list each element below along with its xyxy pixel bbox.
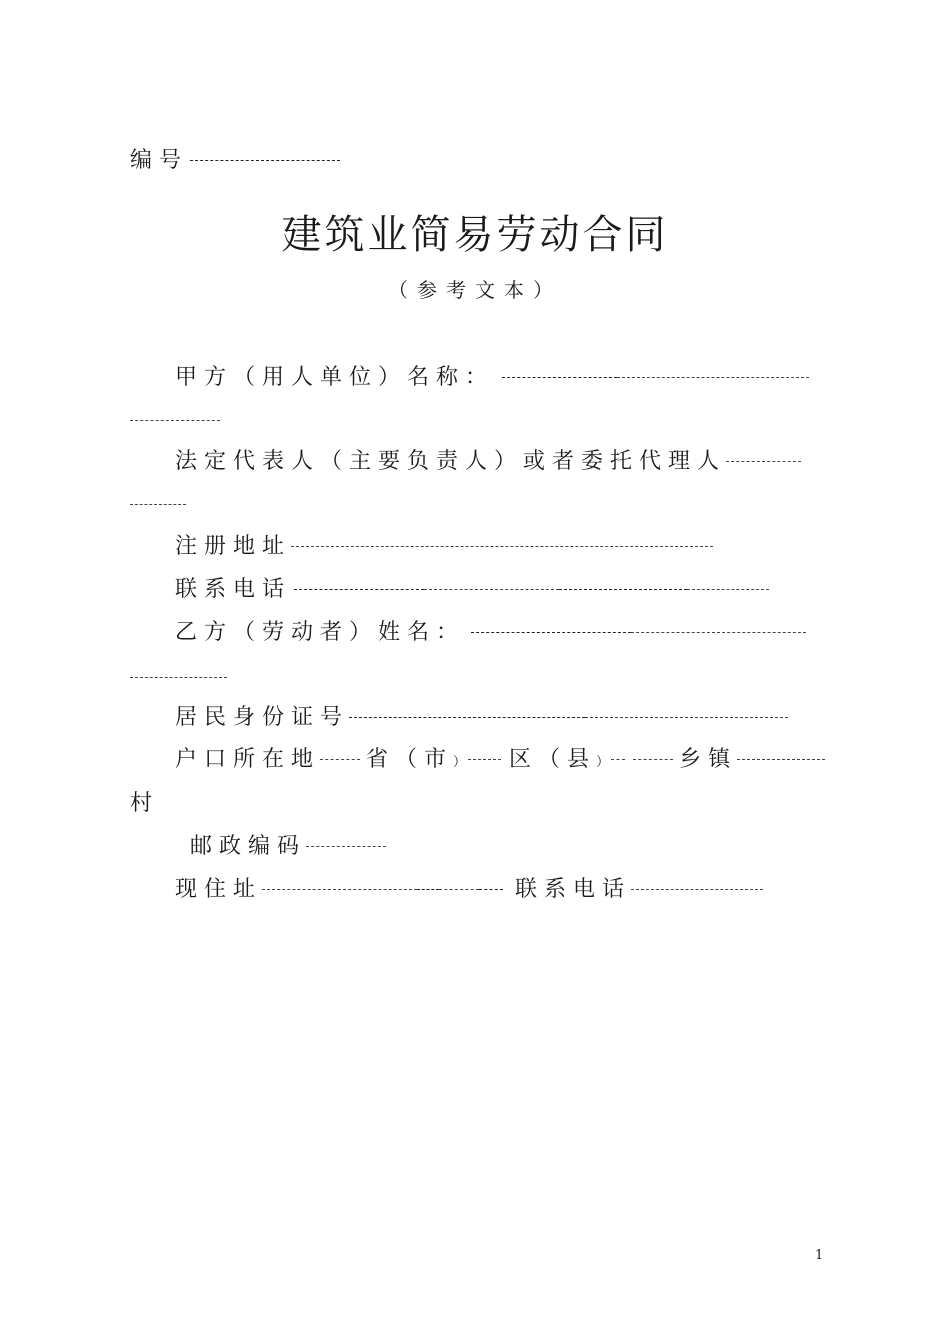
district-close-paren: ） bbox=[596, 755, 612, 770]
party-b-phone-label: 联系电话 bbox=[515, 877, 632, 902]
household-village-field[interactable] bbox=[737, 759, 825, 760]
residence-field-d[interactable] bbox=[479, 889, 503, 890]
party-a-rep-field[interactable] bbox=[726, 461, 801, 462]
party-b-phone-field[interactable] bbox=[631, 889, 763, 890]
province-label: 省（市 bbox=[366, 747, 454, 772]
province-close-paren: ） bbox=[453, 755, 469, 770]
party-a-rep-label: 法定代表人（主要负责人）或者委托代理人 bbox=[175, 449, 727, 474]
party-a-address-row bbox=[175, 532, 713, 562]
party-b-name-field-continued[interactable] bbox=[130, 677, 227, 678]
residence-label: 现住址 bbox=[175, 877, 263, 902]
party-a-phone-label: 联系电话 bbox=[175, 577, 292, 602]
party-a-rep-row bbox=[175, 447, 801, 477]
party-a-phone-field-b[interactable] bbox=[424, 589, 559, 590]
party-a-rep-field-continued[interactable] bbox=[130, 504, 186, 505]
party-b-residence-row bbox=[175, 875, 763, 905]
document-subtitle: （参考文本） bbox=[388, 278, 562, 302]
party-b-name-row bbox=[175, 618, 806, 648]
page-number: 1 bbox=[815, 1248, 824, 1263]
party-a-address-field[interactable] bbox=[291, 546, 713, 547]
household-county-field[interactable] bbox=[611, 759, 625, 760]
party-a-address-label: 注册地址 bbox=[175, 534, 292, 559]
residence-field-b[interactable] bbox=[417, 889, 439, 890]
document-number-label: 编号 bbox=[130, 148, 189, 173]
village-label: 村 bbox=[130, 791, 160, 816]
party-a-phone-field-c[interactable] bbox=[559, 589, 687, 590]
postcode-field[interactable] bbox=[306, 846, 386, 847]
party-b-id-label: 居民身份证号 bbox=[175, 705, 350, 730]
residence-field[interactable] bbox=[262, 889, 417, 890]
party-b-name-field-ext[interactable] bbox=[631, 632, 806, 633]
town-label: 乡镇 bbox=[679, 747, 738, 772]
party-a-name-field[interactable] bbox=[502, 377, 617, 378]
household-label: 户口所在地 bbox=[175, 747, 321, 772]
residence-field-c[interactable] bbox=[439, 889, 479, 890]
postcode-label: 邮政编码 bbox=[190, 834, 307, 859]
party-b-name-field[interactable] bbox=[471, 632, 631, 633]
party-b-id-row bbox=[175, 703, 788, 733]
district-label: 区（县 bbox=[509, 747, 597, 772]
party-b-household-row bbox=[175, 745, 825, 778]
household-town-field[interactable] bbox=[633, 759, 673, 760]
party-b-name-label: 乙方（劳动者）姓名： bbox=[175, 620, 466, 645]
party-b-postcode-row bbox=[190, 832, 386, 862]
party-a-name-field-continued[interactable] bbox=[130, 420, 220, 421]
party-a-phone-field[interactable] bbox=[294, 589, 424, 590]
party-a-phone-row bbox=[175, 575, 769, 605]
party-a-name-row bbox=[175, 363, 809, 393]
party-a-name-label: 甲方（用人单位）名称： bbox=[175, 365, 495, 390]
document-title: 建筑业简易劳动合同 bbox=[281, 212, 669, 258]
household-province-field[interactable] bbox=[320, 759, 360, 760]
party-b-id-field[interactable] bbox=[349, 717, 585, 718]
party-a-phone-field-d[interactable] bbox=[687, 589, 769, 590]
party-b-id-field-ext[interactable] bbox=[585, 717, 788, 718]
household-district-field[interactable] bbox=[468, 759, 501, 760]
document-number-field[interactable] bbox=[190, 160, 340, 161]
party-a-name-field-ext[interactable] bbox=[617, 377, 809, 378]
document-number-row bbox=[130, 146, 340, 176]
